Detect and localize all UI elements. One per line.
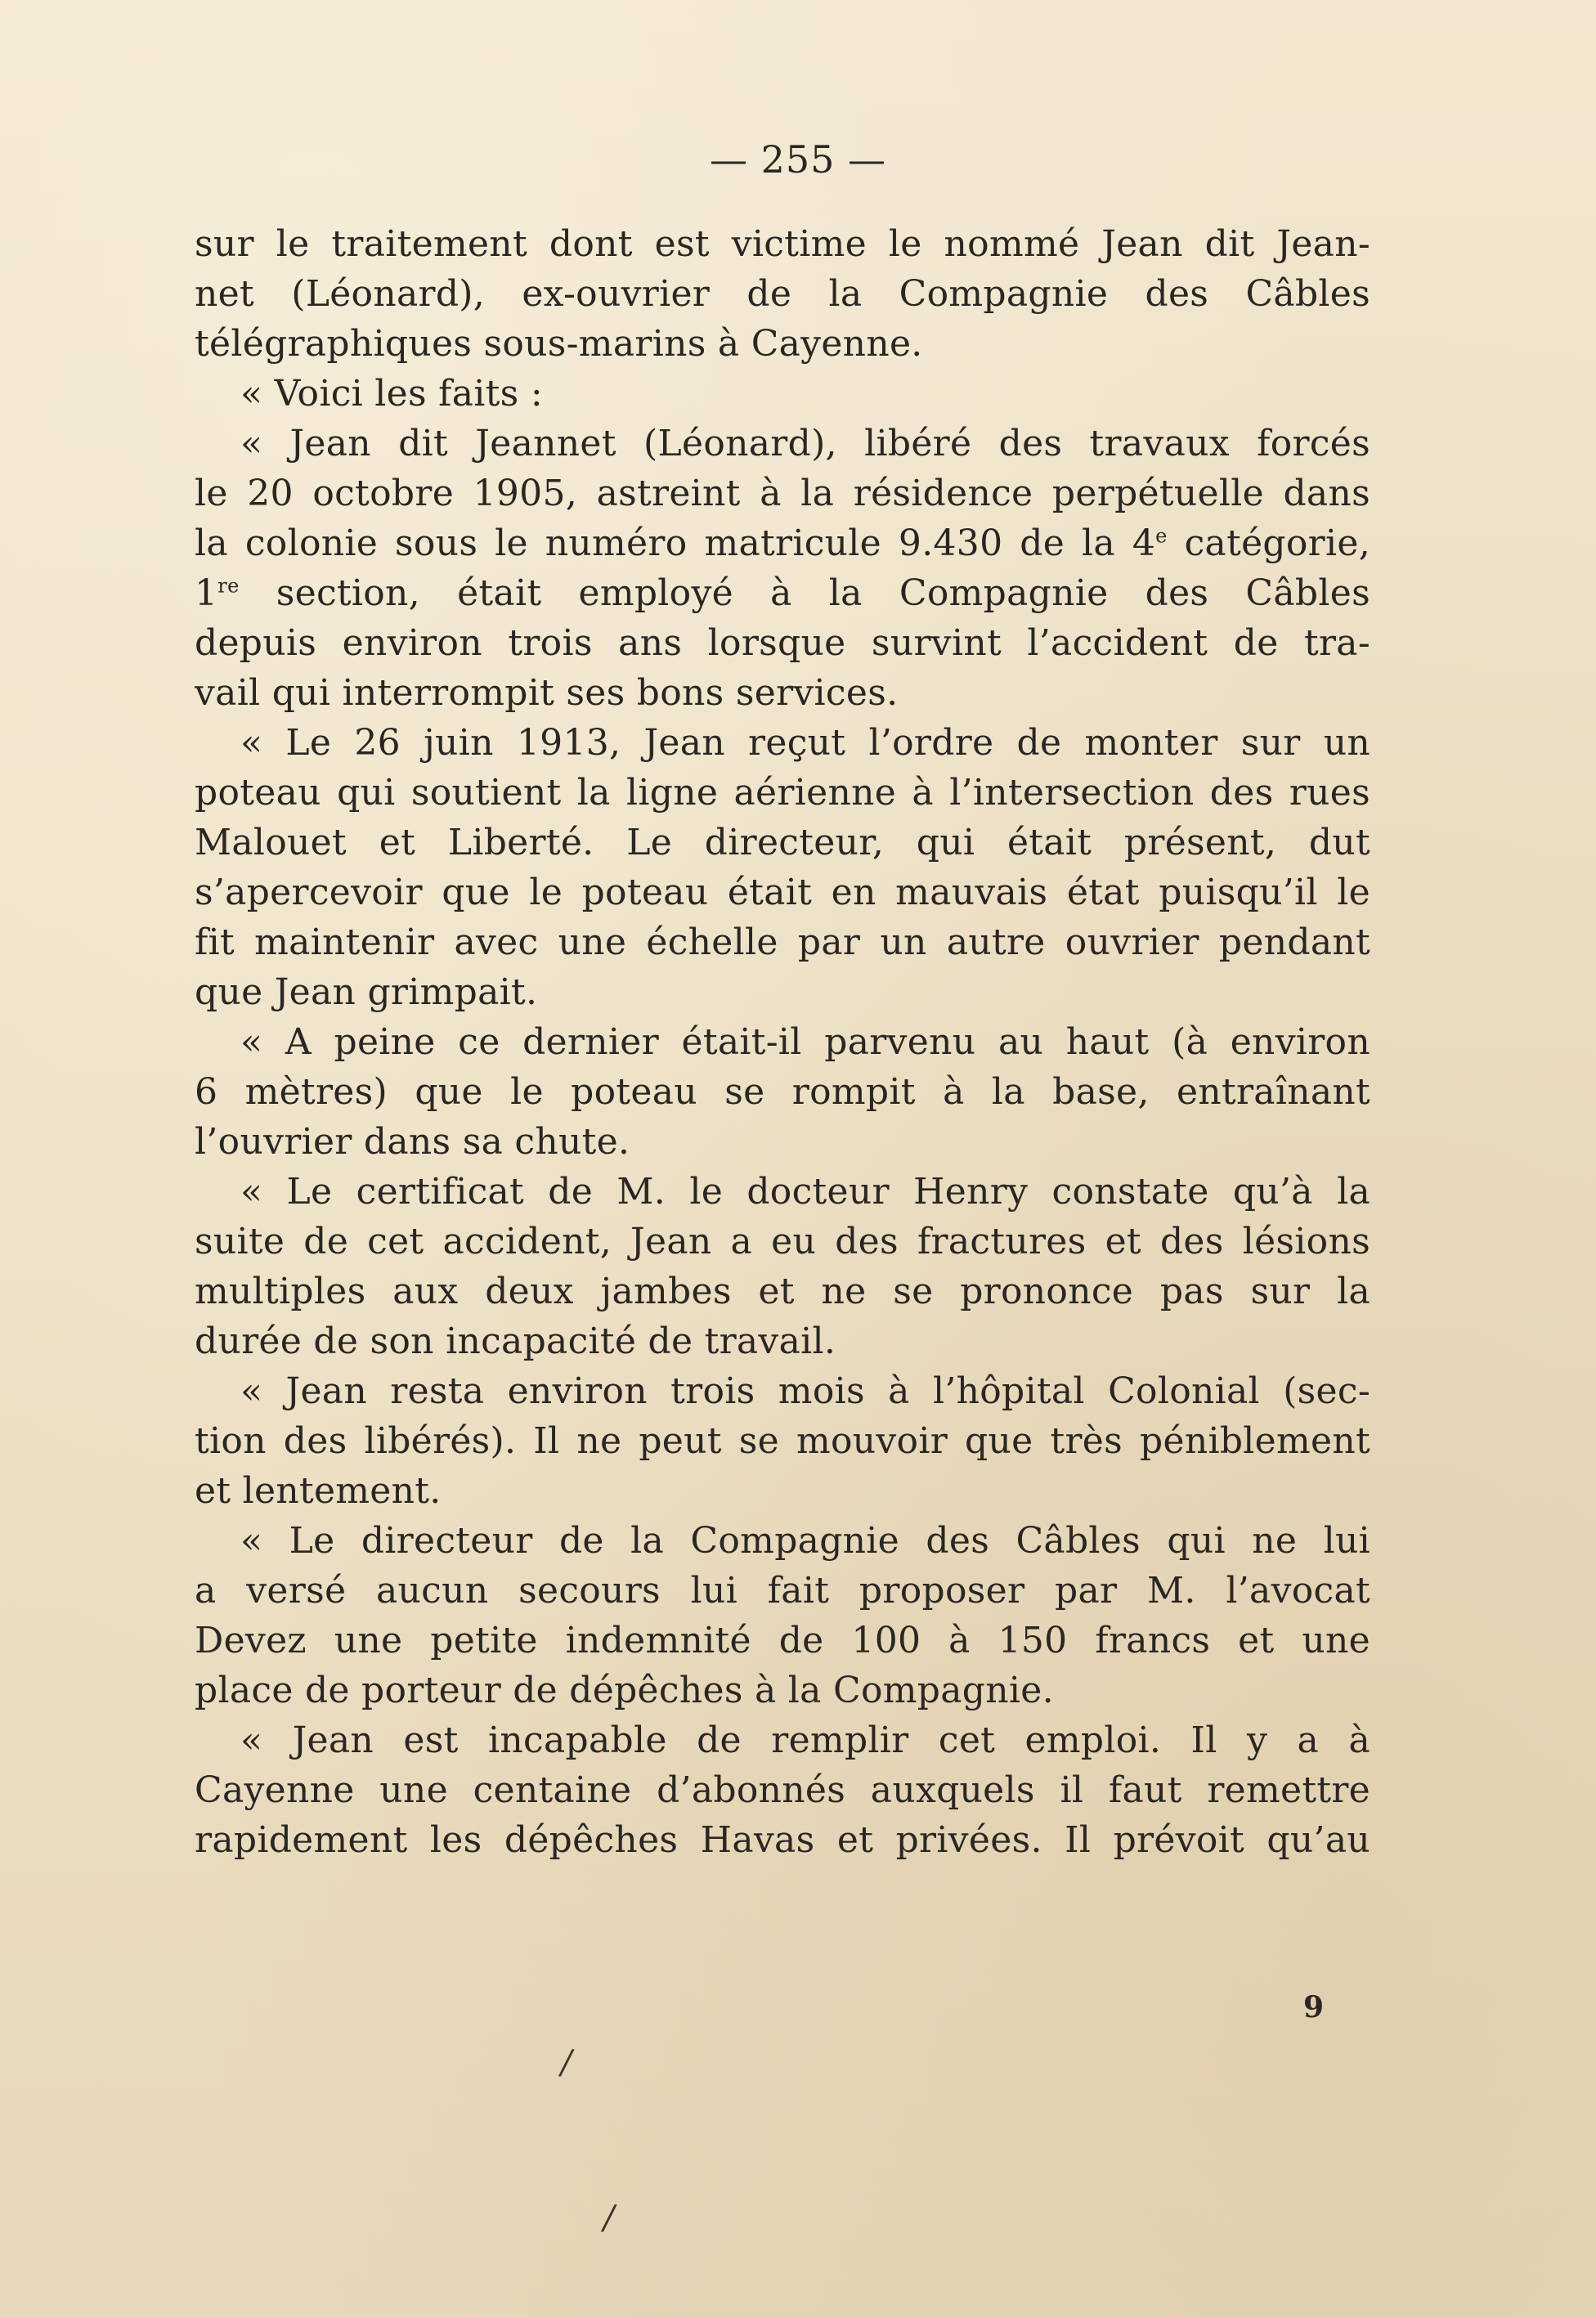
stray-pencil-mark: / — [603, 2199, 615, 2237]
text-line: que Jean grimpait. — [195, 971, 538, 1013]
page-number: — 255 — — [709, 137, 887, 182]
text-line-with-ordinal — [195, 518, 1370, 568]
text-line: le 20 octobre 1905, astreint à la résidence perpétuelle dans — [195, 473, 1370, 514]
text-line: Malouet et Liberté. Le directeur, qui était présent, dut — [195, 822, 1370, 863]
text-line-part: 1 — [195, 572, 218, 614]
text-line: durée de son incapacité de travail. — [195, 1320, 836, 1362]
text-line: fit maintenir avec une échelle par un autre ouvrier pendant — [195, 921, 1370, 963]
text-line: télégraphiques sous-marins à Cayenne. — [195, 323, 923, 365]
ordinal-sup: re — [217, 574, 240, 598]
text-line-with-ordinal — [195, 568, 1370, 618]
text-line: a versé aucun secours lui fait proposer par M. l’avocat — [195, 1570, 1370, 1612]
text-line: poteau qui soutient la ligne aérienne à l’intersection des rues — [195, 772, 1370, 814]
text-line: 6 mètres) que le poteau se rompit à la base, entraînant — [195, 1071, 1370, 1113]
text-line: « Jean dit Jeannet (Léonard), libéré des travaux forcés — [240, 423, 1370, 464]
text-line: multiples aux deux jambes et ne se prononce pas sur la — [195, 1271, 1370, 1312]
text-line-part: catégorie, — [1167, 522, 1370, 564]
text-line: « Le certificat de M. le docteur Henry constate qu’à la — [240, 1171, 1370, 1213]
ordinal-sup: e — [1155, 524, 1168, 548]
text-line: net (Léonard), ex-ouvrier de la Compagnie des Câbles — [195, 273, 1370, 315]
text-line: « Le directeur de la Compagnie des Câbles qui ne lui — [240, 1520, 1370, 1562]
signature-mark: 9 — [1303, 1990, 1325, 2024]
text-line: « A peine ce dernier était-il parvenu au haut (à environ — [240, 1021, 1370, 1063]
body-text — [195, 219, 1370, 1865]
text-line: Cayenne une centaine d’abonnés auxquels il faut remettre — [195, 1769, 1370, 1811]
text-line: tion des libérés). Il ne peut se mouvoir que très péniblement — [195, 1420, 1370, 1462]
text-line-part: la colonie sous le numéro matricule 9.430 de la 4 — [195, 522, 1156, 564]
text-line: rapidement les dépêches Havas et privées. Il prévoit qu’au — [195, 1819, 1370, 1861]
text-line: s’apercevoir que le poteau était en mauvais état puisqu’il le — [195, 872, 1370, 913]
stray-pencil-mark: / — [561, 2044, 572, 2082]
text-line-part: section, était employé à la Compagnie des Câbles — [276, 572, 1370, 614]
text-line: place de porteur de dépêches à la Compagnie. — [195, 1670, 1054, 1711]
text-line: suite de cet accident, Jean a eu des fractures et des lésions — [195, 1221, 1370, 1262]
text-line: et lentement. — [195, 1470, 442, 1512]
text-line: Devez une petite indemnité de 100 à 150 francs et une — [195, 1620, 1370, 1661]
text-line: depuis environ trois ans lorsque survint l’accident de tra- — [195, 622, 1370, 664]
text-line: « Jean resta environ trois mois à l’hôpital Colonial (sec- — [240, 1370, 1370, 1412]
text-line: « Jean est incapable de remplir cet emploi. Il y a à — [240, 1719, 1370, 1761]
text-line: sur le traitement dont est victime le nommé Jean dit Jean- — [195, 223, 1370, 265]
text-line: « Voici les faits : — [240, 373, 543, 415]
text-line: l’ouvrier dans sa chute. — [195, 1121, 630, 1163]
text-line: vail qui interrompit ses bons services. — [195, 672, 899, 714]
text-line: « Le 26 juin 1913, Jean reçut l’ordre de monter sur un — [240, 722, 1370, 764]
